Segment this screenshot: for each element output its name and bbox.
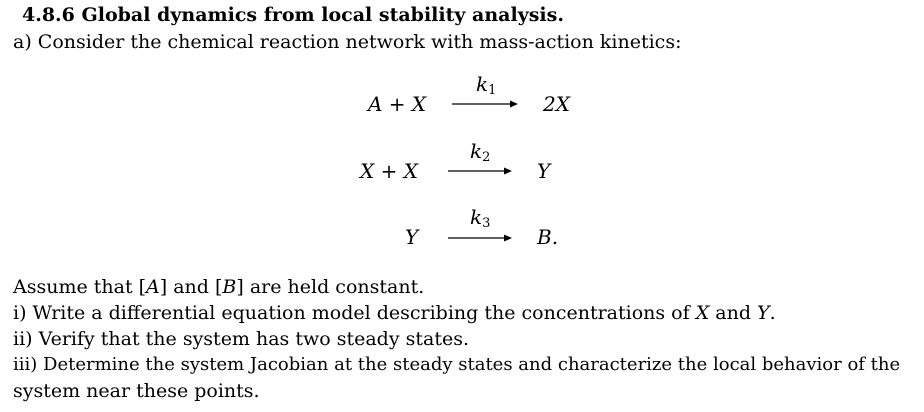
reaction-1-rate [476,72,496,98]
reaction-3-lhs: Y [405,225,419,249]
reaction-2-rate-symbol: k [470,139,483,163]
reaction-2-lhs: X + X [360,159,418,183]
reaction-2-rate-index: 2 [482,150,491,165]
reaction-3-rate-index: 3 [482,216,491,231]
reaction-2-arrow [448,166,512,176]
reaction-3-rate-symbol: k [470,205,483,229]
problem-heading: 4.8.6 Global dynamics from local stability analysis. [22,4,564,26]
reaction-1-rhs: 2X [543,92,570,116]
reaction-1-lhs: A + X [368,92,427,116]
assumption-post: ] are held constant. [236,276,425,298]
reaction-2-rate [470,139,490,165]
part-i-species-x: X [695,302,710,324]
reaction-3-rate [470,205,490,231]
reaction-3-arrow [448,233,512,243]
reaction-1-rate-symbol: k [476,72,489,96]
assumption-species-a: A [146,276,160,298]
part-ii-text: ii) Verify that the system has two steady states. [13,328,469,350]
reaction-1-rate-index: 1 [488,83,497,98]
reaction-3-rhs: B. [537,225,559,249]
part-i-mid: and [709,302,758,324]
assumption-mid: ] and [ [159,276,223,298]
reaction-1-arrow [452,99,518,109]
assumption-species-b: B [222,276,237,298]
part-iii-text-line1: iii) Determine the system Jacobian at the steady states and characterize the local behavior of the [13,354,901,375]
intro-text: a) Consider the chemical reaction network with mass-action kinetics: [13,31,682,53]
part-i-species-y: Y [757,302,770,324]
part-i-pre: i) Write a differential equation model describing the concentrations of [13,302,696,324]
part-i-post: . [769,302,776,324]
part-i-text [13,302,776,324]
part-iii-text-line2: system near these points. [13,380,260,402]
assumption-text [13,276,424,298]
assumption-pre: Assume that [ [13,276,147,298]
reaction-2-rhs: Y [537,159,551,183]
